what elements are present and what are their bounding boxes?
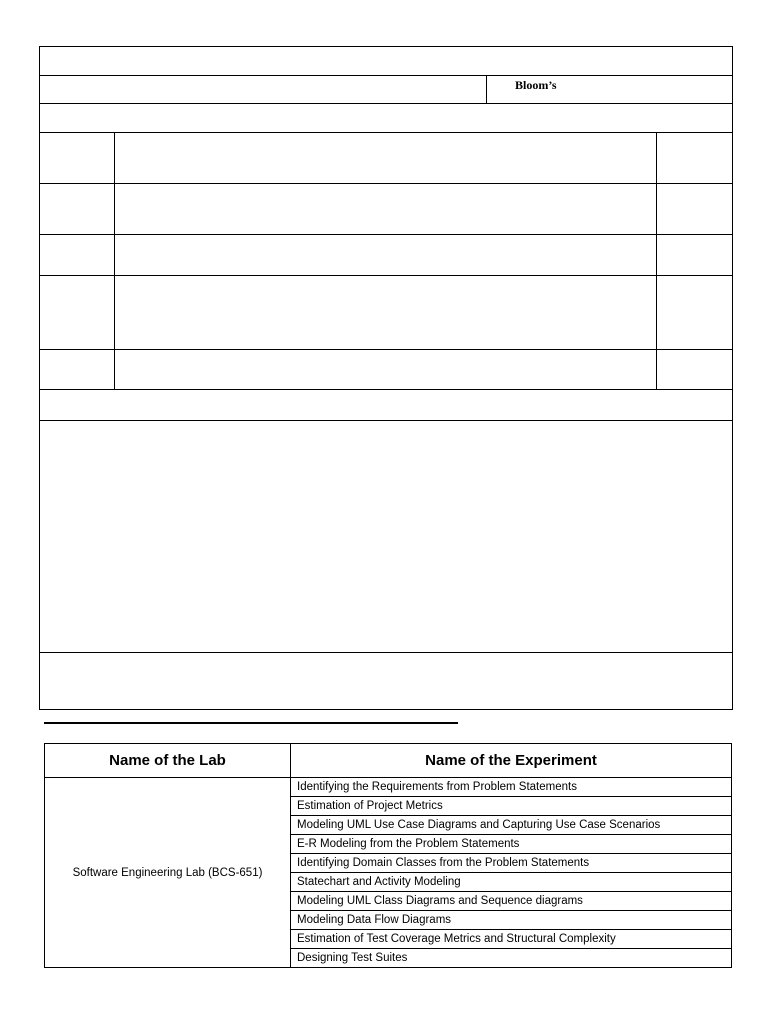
experiment-cell: Modeling Data Flow Diagrams [291,911,732,930]
lab-table-header-row [45,744,732,778]
lab-name-cell: Software Engineering Lab (BCS-651) [45,778,291,968]
form-row-body [40,421,733,653]
form-cell-body [40,421,733,653]
experiment-cell: Estimation of Test Coverage Metrics and Structural Complexity [291,930,732,949]
form-cell-description [115,235,657,276]
form-row-2 [40,184,733,235]
form-cell-code [40,133,115,184]
experiment-cell: Identifying the Requirements from Problem Statements [291,778,732,797]
experiment-cell: Identifying Domain Classes from the Problem Statements [291,854,732,873]
header-lab-name: Name of the Lab [45,744,291,778]
experiment-cell: E-R Modeling from the Problem Statements [291,835,732,854]
form-cell-code [40,184,115,235]
form-cell-description [115,276,657,350]
form-row-4 [40,276,733,350]
form-row-header [40,47,733,76]
form-row-footer [40,653,733,710]
form-cell-level [657,350,733,390]
experiment-cell: Modeling UML Class Diagrams and Sequence diagrams [291,892,732,911]
horizontal-rule [44,722,458,724]
form-row-3 [40,235,733,276]
blooms-label: Bloom’s [487,76,733,104]
form-cell-code [40,276,115,350]
form-row-1 [40,133,733,184]
header-experiment-name: Name of the Experiment [291,744,732,778]
form-row-section [40,104,733,133]
experiment-cell: Statechart and Activity Modeling [291,873,732,892]
table-row [45,778,732,797]
experiment-cell: Modeling UML Use Case Diagrams and Capturing Use Case Scenarios [291,816,732,835]
form-cell-level [657,235,733,276]
form-cell-code [40,235,115,276]
form-cell-description [115,350,657,390]
form-cell-title [40,47,733,76]
experiment-cell: Designing Test Suites [291,949,732,968]
form-row-5 [40,350,733,390]
form-cell-section [40,104,733,133]
form-cell-level [657,276,733,350]
form-cell-level [657,184,733,235]
form-cell-code [40,350,115,390]
experiment-cell: Estimation of Project Metrics [291,797,732,816]
lab-experiments-table [44,743,732,968]
form-cell-footer [40,653,733,710]
form-cell-description [115,133,657,184]
form-cell-subheader [40,390,733,421]
form-cell-info [40,76,487,104]
form-cell-level [657,133,733,184]
form-cell-description [115,184,657,235]
course-form-table [39,46,733,710]
form-row-subheader [40,390,733,421]
form-row-info [40,76,733,104]
